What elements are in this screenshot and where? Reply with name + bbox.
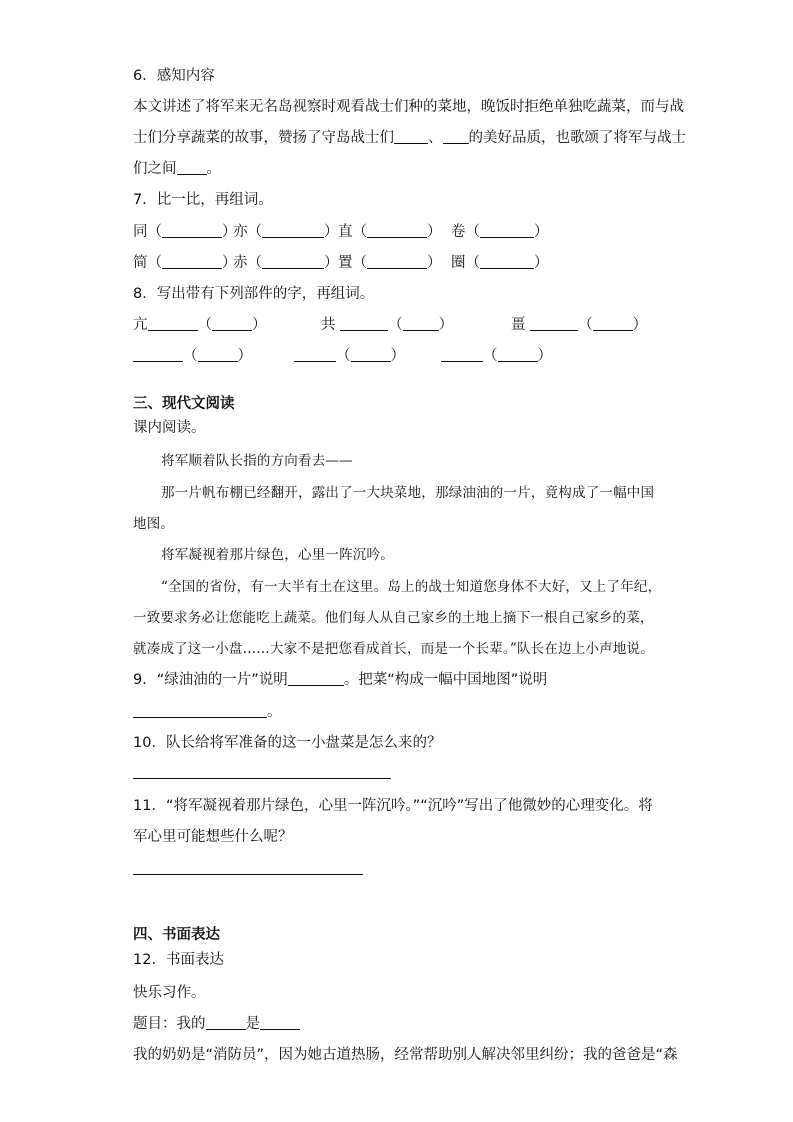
q9-blank-2[interactable] bbox=[133, 703, 267, 718]
passage-line: “全国的省份，有一大半有土在这里。岛上的战士知道您身体不大好，又上了年纪， bbox=[161, 579, 662, 595]
q11-line2: 军心里可能想些什么呢？ bbox=[133, 829, 293, 845]
blank-quality-1[interactable] bbox=[394, 129, 428, 144]
open-paren: （ bbox=[247, 224, 262, 240]
q7-char: 亦 bbox=[233, 224, 248, 240]
topic-a: 题目：我的 bbox=[133, 1016, 206, 1032]
q12-example-line: 我的奶奶是“消防员”，因为她古道热肠，经常帮助别人解决邻里纠纷；我的爸爸是“森 bbox=[133, 1047, 678, 1063]
q7-item bbox=[451, 222, 549, 242]
q6-line3-b: 。 bbox=[206, 161, 221, 177]
passage-line: 将军顺着队长指的方向看去—— bbox=[161, 453, 353, 469]
q9-blank-1[interactable] bbox=[288, 671, 344, 686]
q6-line3-a: 们之间 bbox=[133, 161, 177, 177]
close-paren: ） bbox=[222, 255, 237, 271]
passage-line: 那一片帆布棚已经翻开，露出了一大块菜地，那绿油油的一片，竟构成了一幅中国 bbox=[161, 485, 655, 501]
close-paren: ） bbox=[324, 255, 339, 271]
q6-line2-b: 、 bbox=[428, 130, 443, 146]
q7-char: 同 bbox=[133, 224, 148, 240]
open-paren: （ bbox=[183, 348, 198, 364]
q7-char: 卷 bbox=[451, 224, 466, 240]
q7-answer-blank[interactable] bbox=[367, 223, 427, 238]
passage-line: 就凑成了这一小盘……大家不是把您看成首长，而是一个长辈。”队长在边上小声地说。 bbox=[133, 641, 654, 657]
close-paren: ） bbox=[237, 348, 252, 364]
q8-word-blank[interactable] bbox=[498, 347, 538, 362]
close-paren: ） bbox=[390, 348, 405, 364]
open-paren: （ bbox=[352, 255, 367, 271]
q12-topic bbox=[133, 1014, 300, 1034]
q7-answer-blank[interactable] bbox=[262, 223, 324, 238]
topic-blank-1[interactable] bbox=[206, 1015, 246, 1030]
q6-line2-c: 的美好品质，也歌颂了将军与战士 bbox=[468, 130, 686, 146]
q9-line2-end: 。 bbox=[267, 704, 282, 720]
q8-title: 8．写出带有下列部件的字，再组词。 bbox=[133, 286, 375, 302]
q7-item bbox=[338, 222, 442, 242]
open-paren: （ bbox=[147, 224, 162, 240]
q8-word-blank[interactable] bbox=[212, 316, 252, 331]
q7-char: 置 bbox=[338, 255, 353, 271]
close-paren: ） bbox=[438, 317, 454, 333]
q12-title: 12．书面表达 bbox=[133, 952, 224, 968]
q7-title: 7．比一比，再组词。 bbox=[133, 192, 273, 208]
q7-char: 圈 bbox=[451, 255, 466, 271]
q8-char-blank[interactable] bbox=[294, 347, 336, 362]
q6-line1: 本文讲述了将军来无名岛视察时观看战士们种的菜地，晚饭时拒绝单独吃蔬菜，而与战 bbox=[133, 99, 684, 115]
passage-line: 将军凝视着那片绿色，心里一阵沉吟。 bbox=[161, 547, 394, 563]
q7-item bbox=[451, 253, 549, 273]
q7-item bbox=[133, 222, 237, 242]
close-paren: ） bbox=[427, 255, 442, 271]
q7-char: 简 bbox=[133, 255, 148, 271]
q7-item bbox=[233, 222, 339, 242]
q6-line3 bbox=[133, 159, 221, 179]
q7-answer-blank[interactable] bbox=[367, 254, 427, 269]
blank-relationship[interactable] bbox=[177, 160, 207, 175]
open-paren: （ bbox=[336, 348, 351, 364]
q7-char: 赤 bbox=[233, 255, 248, 271]
passage-line: 一致要求务必让您能吃上蔬菜。他们每人从自己家乡的土地上摘下一根自己家乡的菜， bbox=[133, 610, 654, 626]
q8-part: 亢 bbox=[133, 317, 148, 333]
q8-part: 畺 bbox=[511, 317, 526, 333]
q9-line2 bbox=[133, 702, 282, 722]
q8-word-blank[interactable] bbox=[351, 347, 391, 362]
q10-answer-line[interactable] bbox=[133, 778, 391, 779]
q6-line2 bbox=[133, 128, 686, 148]
open-paren: （ bbox=[147, 255, 162, 271]
q8-word-blank[interactable] bbox=[593, 316, 633, 331]
q8-word-blank[interactable] bbox=[198, 347, 238, 362]
q7-item bbox=[338, 253, 442, 273]
q10-text: 10．队长给将军准备的这一小盘菜是怎么来的？ bbox=[133, 735, 442, 751]
open-paren: （ bbox=[465, 224, 480, 240]
open-paren: （ bbox=[388, 317, 403, 333]
passage-line: 地图。 bbox=[133, 516, 175, 532]
q7-answer-blank[interactable] bbox=[162, 223, 222, 238]
close-paren: ） bbox=[632, 317, 648, 333]
q7-item bbox=[233, 253, 339, 273]
open-paren: （ bbox=[247, 255, 262, 271]
blank-quality-2[interactable] bbox=[443, 129, 469, 144]
q8-part: 共 bbox=[321, 317, 336, 333]
close-paren: ） bbox=[427, 224, 442, 240]
q9-line1 bbox=[133, 670, 547, 690]
close-paren: ） bbox=[222, 224, 237, 240]
open-paren: （ bbox=[483, 348, 498, 364]
close-paren: ） bbox=[537, 348, 552, 364]
q6-title: 6．感知内容 bbox=[133, 68, 215, 84]
q8-item bbox=[511, 315, 647, 335]
q7-item bbox=[133, 253, 237, 273]
q7-answer-blank[interactable] bbox=[480, 223, 534, 238]
q8-word-blank[interactable] bbox=[403, 316, 439, 331]
open-paren: （ bbox=[197, 317, 212, 333]
q8-item bbox=[294, 346, 405, 366]
q6-line2-a: 士们分享蔬菜的故事，赞扬了守岛战士们 bbox=[133, 130, 394, 146]
section3-sub: 课内阅读。 bbox=[133, 420, 206, 436]
q7-answer-blank[interactable] bbox=[480, 254, 534, 269]
open-paren: （ bbox=[465, 255, 480, 271]
q9-line1-b: 。把菜“构成一幅中国地图”说明 bbox=[343, 672, 548, 688]
q8-item bbox=[133, 315, 267, 335]
q8-char-blank[interactable] bbox=[148, 316, 198, 331]
topic-b: 是 bbox=[245, 1016, 260, 1032]
section4-heading: 四、书面表达 bbox=[133, 927, 220, 943]
open-paren: （ bbox=[578, 317, 593, 333]
topic-blank-2[interactable] bbox=[260, 1015, 300, 1030]
q11-line1: 11．“将军凝视着那片绿色，心里一阵沉吟。”“沉吟”写出了他微妙的心理变化。将 bbox=[133, 798, 653, 814]
close-paren: ） bbox=[252, 317, 267, 333]
q8-char-blank[interactable] bbox=[340, 316, 388, 331]
open-paren: （ bbox=[352, 224, 367, 240]
q7-char: 直 bbox=[338, 224, 353, 240]
close-paren: ） bbox=[324, 224, 339, 240]
q9-line1-a: 9．“绿油油的一片”说明 bbox=[133, 672, 288, 688]
close-paren: ） bbox=[534, 255, 549, 271]
q8-char-blank[interactable] bbox=[530, 316, 578, 331]
section3-heading: 三、现代文阅读 bbox=[133, 396, 235, 412]
q7-answer-blank[interactable] bbox=[262, 254, 324, 269]
q8-item bbox=[133, 346, 252, 366]
q8-item bbox=[441, 346, 552, 366]
q8-char-blank[interactable] bbox=[133, 347, 183, 362]
q11-answer-line[interactable] bbox=[133, 874, 363, 875]
q8-item bbox=[321, 315, 453, 335]
close-paren: ） bbox=[534, 224, 549, 240]
q8-char-blank[interactable] bbox=[441, 347, 483, 362]
q7-answer-blank[interactable] bbox=[162, 254, 222, 269]
q12-sub: 快乐习作。 bbox=[133, 985, 206, 1001]
